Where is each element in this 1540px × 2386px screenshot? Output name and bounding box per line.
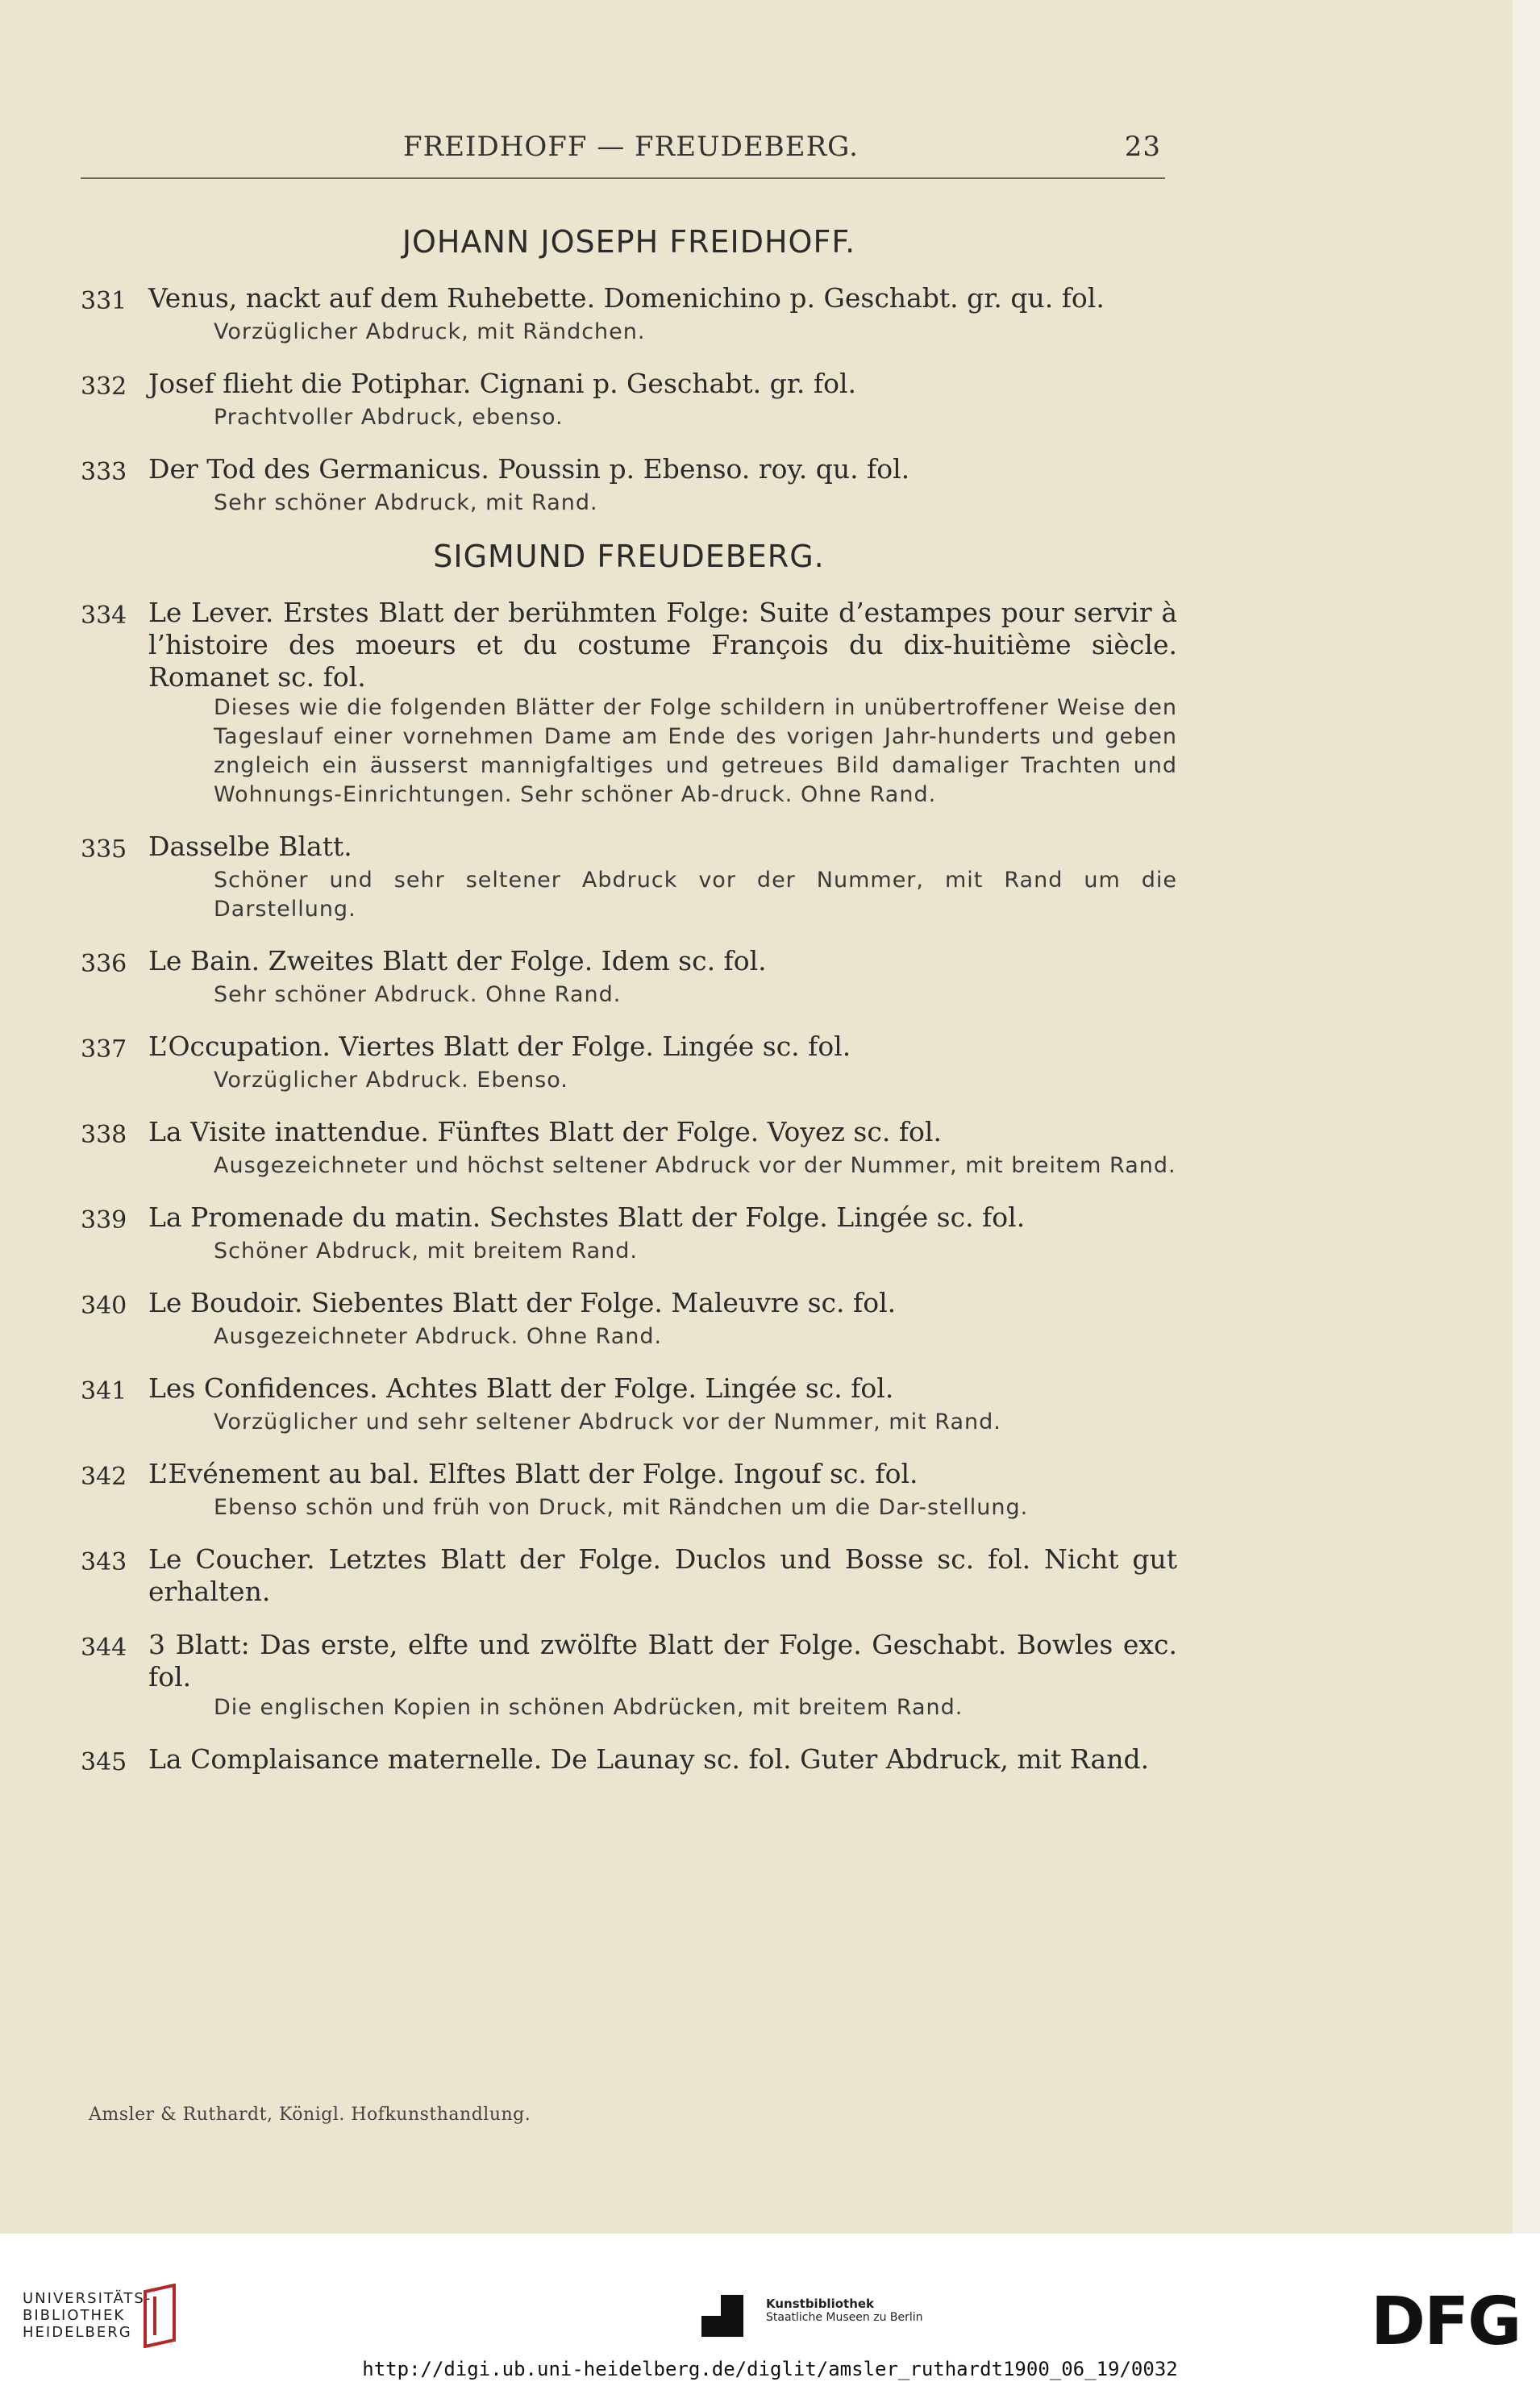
lot-number: 343 [81,1548,127,1576]
lot-note: Ausgezeichneter Abdruck. Ohne Rand. [214,1324,663,1349]
lot-note: Ausgezeichneter und höchst seltener Abdruck vor der Nummer, mit breitem Rand. [214,1153,1176,1178]
lot-number: 333 [81,458,127,486]
catalogue-entry [81,1743,1177,1779]
catalogue-entry [81,1116,1177,1181]
lot-description: 3 Blatt: Das erste, elfte und zwölfte Blatt der Folge. Geschabt. Bowles exc. fol. [148,1629,1177,1693]
lot-number: 345 [81,1748,127,1776]
catalogue-entry [81,831,1177,924]
section-title: SIGMUND FREUDEBERG. [433,539,825,574]
catalogue-entry [81,368,1177,432]
lot-number: 339 [81,1206,127,1235]
lot-note: Schöner Abdruck, mit breitem Rand. [214,1239,638,1264]
lot-number: 344 [81,1634,127,1662]
catalogue-entry [81,1543,1177,1608]
catalogue-entry [81,282,1177,347]
lot-number: 342 [81,1463,127,1491]
page-number: 23 [1124,131,1161,163]
catalogue-entry [81,1372,1177,1437]
section-title: JOHANN JOSEPH FREIDHOFF. [402,224,856,260]
catalogue-entry [81,453,1177,518]
lot-number: 336 [81,950,127,978]
lot-description: L’Occupation. Viertes Blatt der Folge. Lingée sc. fol. [148,1031,851,1062]
kunstbibliothek-subtitle: Staatliche Museen zu Berlin [766,2311,923,2324]
lot-note: Die englischen Kopien in schönen Abdrücken, mit breitem Rand. [214,1695,964,1720]
lot-note: Sehr schöner Abdruck. Ohne Rand. [214,982,622,1007]
lot-note: Sehr schöner Abdruck, mit Rand. [214,490,598,515]
lot-description: Josef flieht die Potiphar. Cignani p. Geschabt. gr. fol. [148,368,857,399]
lot-note: Dieses wie die folgenden Blätter der Folge schildern in unübertroffener Weise den Tageslauf einer vornehmen Dame am Ende des vorigen Jahr-hunderts und geben zngleich ein äusserst mannigfaltiges und getreues Bild damaliger Trachten und Wohnungs-Einrichtungen. Sehr schöner Ab-druck. Ohne Rand. [214,695,1177,807]
lot-number: 331 [81,287,127,315]
lot-description: La Promenade du matin. Sechstes Blatt der Folge. Lingée sc. fol. [148,1201,1026,1233]
lot-description: L’Evénement au bal. Elftes Blatt der Folge. Ingouf sc. fol. [148,1458,918,1489]
lot-number: 335 [81,835,127,864]
lot-description: Les Confidences. Achtes Blatt der Folge. Lingée sc. fol. [148,1372,894,1404]
lot-description: Dasselbe Blatt. [148,831,352,862]
catalogue-entry [81,1201,1177,1266]
lot-number: 341 [81,1377,127,1405]
catalogue-entry [81,597,1177,810]
lot-note: Schöner und sehr seltener Abdruck vor der Nummer, mit Rand um die Darstellung. [214,868,1177,922]
source-url[interactable]: http://digi.ub.uni-heidelberg.de/diglit/amsler_ruthardt1900_06_19/0032 [362,2358,1178,2380]
lot-description: Le Boudoir. Siebentes Blatt der Folge. Maleuvre sc. fol. [148,1287,897,1318]
lot-number: 338 [81,1121,127,1149]
catalogue-entry [81,945,1177,1010]
publisher-line: Amsler & Ruthardt, Königl. Hofkunsthandlung. [89,2105,531,2125]
lot-note: Vorzüglicher und sehr seltener Abdruck vor der Nummer, mit Rand. [214,1410,1001,1435]
catalogue-entry [81,1458,1177,1522]
dfg-logo: DFG [1371,2284,1521,2360]
lot-number: 334 [81,602,127,630]
university-library-logo-text: UNIVERSITÄTS- BIBLIOTHEK HEIDELBERG [23,2290,152,2341]
kunstbibliothek-name: Kunstbibliothek [766,2296,875,2311]
lot-note: Prachtvoller Abdruck, ebenso. [214,405,564,430]
kunstbibliothek-logo-icon [701,2295,743,2337]
lot-note: Ebenso schön und früh von Druck, mit Rändchen um die Dar-stellung. [214,1495,1029,1520]
running-title: FREIDHOFF — FREUDEBERG. [403,131,859,163]
lot-description: Der Tod des Germanicus. Poussin p. Ebenso. roy. qu. fol. [148,453,910,485]
library-mark-icon [139,2284,184,2348]
header-rule [81,177,1165,179]
lot-number: 332 [81,373,127,401]
university-library-logo [23,2290,152,2341]
lot-note: Vorzüglicher Abdruck. Ebenso. [214,1068,568,1093]
lot-description: Le Bain. Zweites Blatt der Folge. Idem sc. fol. [148,945,767,976]
catalogue-entry [81,1629,1177,1722]
lot-number: 337 [81,1035,127,1064]
lot-description: Venus, nackt auf dem Ruhebette. Domenichino p. Geschabt. gr. qu. fol. [148,282,1105,314]
lot-number: 340 [81,1292,127,1320]
catalogue-entry [81,1287,1177,1351]
lot-note: Vorzüglicher Abdruck, mit Rändchen. [214,319,646,344]
catalogue-entry [81,1031,1177,1095]
kunstbibliothek-label [766,2296,923,2324]
lot-description: La Complaisance maternelle. De Launay sc. fol. Guter Abdruck, mit Rand. [148,1743,1150,1775]
lot-description: Le Lever. Erstes Blatt der berühmten Folge: Suite d’estampes pour servir à l’histoire des moeurs et du costume François du dix-huitième siècle. Romanet sc. fol. [148,597,1177,693]
lot-description: La Visite inattendue. Fünftes Blatt der Folge. Voyez sc. fol. [148,1116,942,1147]
catalogue-content [81,216,1177,1800]
lot-description: Le Coucher. Letztes Blatt der Folge. Duclos und Bosse sc. fol. Nicht gut erhalten. [148,1543,1177,1607]
page-edge [1513,0,1540,2234]
